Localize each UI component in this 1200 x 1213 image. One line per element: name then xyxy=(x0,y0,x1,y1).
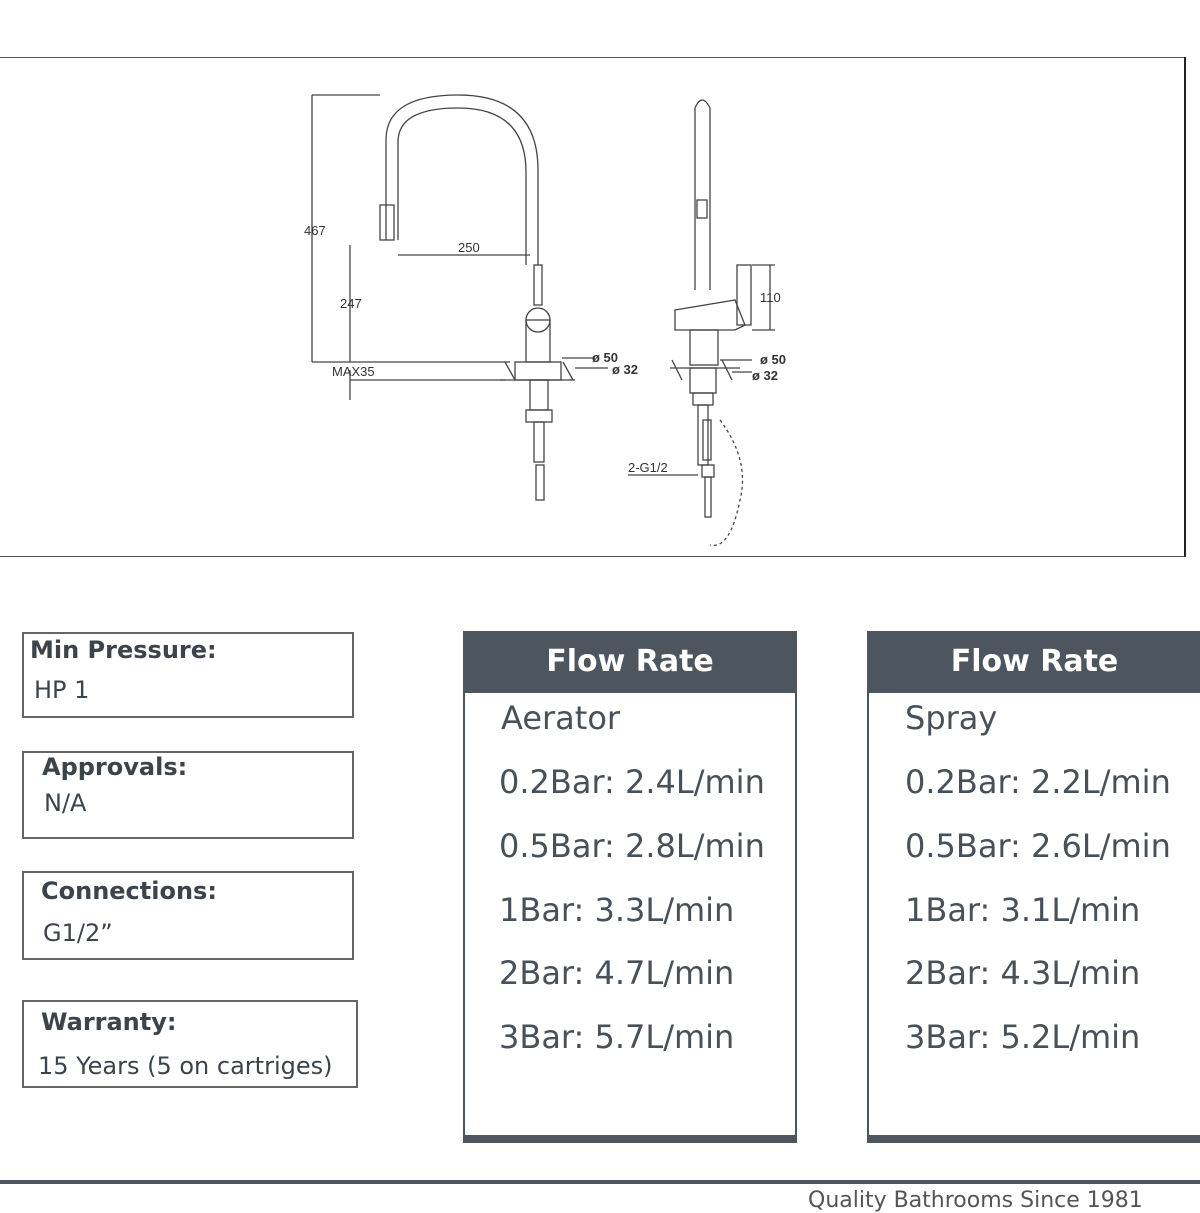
dim-d50-front-label: ø 50 xyxy=(592,350,619,365)
spec-approvals xyxy=(22,751,354,839)
flow-rate-subtitle: Spray xyxy=(905,699,998,737)
spec-label: Connections: xyxy=(41,877,217,905)
spec-warranty xyxy=(22,1000,358,1088)
dim-spout-label: 247 xyxy=(340,296,362,311)
footer-tagline: Quality Bathrooms Since 1981 xyxy=(808,1188,1143,1213)
flow-rate-row: 0.2Bar: 2.4L/min xyxy=(499,763,765,801)
flow-rate-row: 2Bar: 4.7L/min xyxy=(499,954,735,992)
flow-rate-subtitle: Aerator xyxy=(501,699,621,737)
flow-rate-row: 0.5Bar: 2.6L/min xyxy=(905,827,1171,865)
flow-rate-row: 1Bar: 3.1L/min xyxy=(905,891,1141,929)
dim-d32-front-label: ø 32 xyxy=(612,362,639,377)
dim-d50-side-label: ø 50 xyxy=(760,352,787,367)
spec-label: Warranty: xyxy=(41,1008,177,1036)
dim-deck-label: MAX35 xyxy=(332,364,375,379)
flow-rate-title: Flow Rate xyxy=(465,631,795,693)
spec-value: 15 Years (5 on cartriges) xyxy=(38,1052,333,1080)
flow-rate-aerator-card xyxy=(463,631,797,1143)
flow-rate-row: 0.2Bar: 2.2L/min xyxy=(905,763,1171,801)
faucet-technical-drawing xyxy=(290,80,810,550)
flow-rate-row: 0.5Bar: 2.8L/min xyxy=(499,827,765,865)
spec-label: Approvals: xyxy=(42,753,188,781)
dim-reach-label: 250 xyxy=(458,240,480,255)
spec-value: HP 1 xyxy=(34,676,90,704)
dim-connection-label: 2-G1/2 xyxy=(628,460,668,475)
spec-label: Min Pressure: xyxy=(30,636,217,664)
flow-rate-spray-card xyxy=(867,631,1200,1143)
dim-handle-label: 110 xyxy=(760,290,781,305)
flow-rate-row: 3Bar: 5.7L/min xyxy=(499,1018,735,1056)
spec-min-pressure xyxy=(22,632,354,718)
flow-rate-row: 2Bar: 4.3L/min xyxy=(905,954,1141,992)
flow-rate-row: 3Bar: 5.2L/min xyxy=(905,1018,1141,1056)
dim-height-label: 467 xyxy=(304,223,326,238)
bottom-divider xyxy=(0,1180,1200,1184)
dim-d32-side-label: ø 32 xyxy=(752,368,779,383)
spec-connections xyxy=(22,871,354,960)
flow-rate-row: 1Bar: 3.3L/min xyxy=(499,891,735,929)
spec-value: G1/2” xyxy=(43,919,113,947)
flow-rate-title: Flow Rate xyxy=(869,631,1200,693)
spec-value: N/A xyxy=(44,789,87,817)
